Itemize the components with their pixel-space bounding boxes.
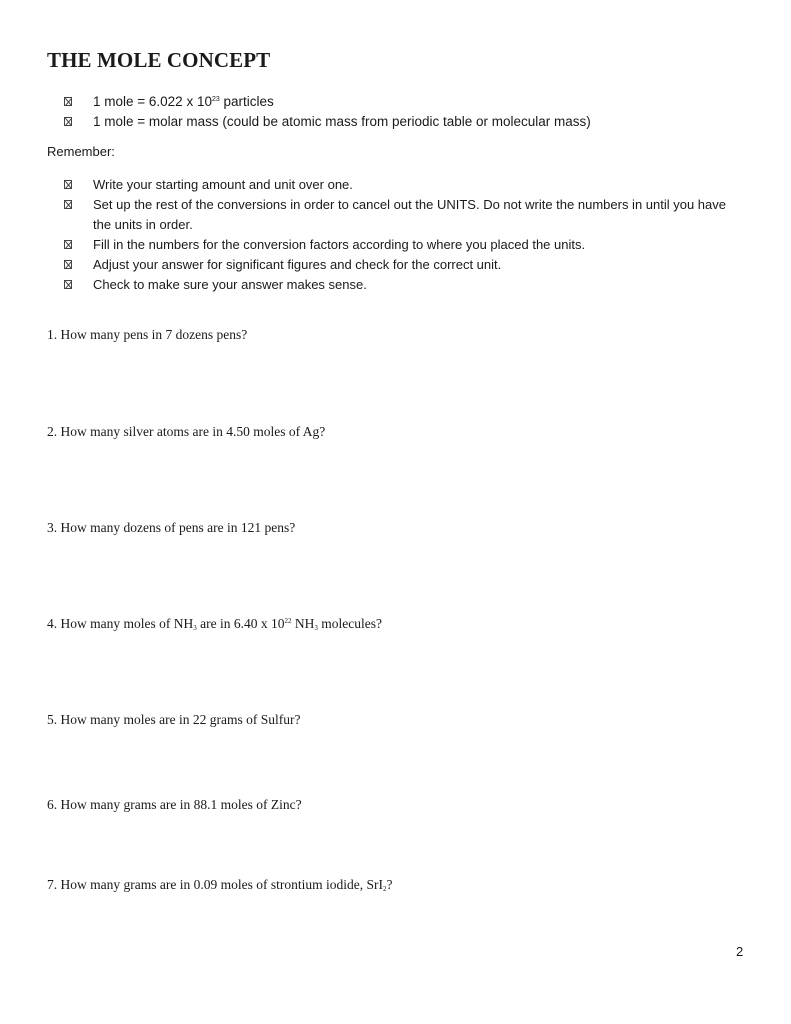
list-item — [64, 255, 744, 275]
step-text: Fill in the numbers for the conversion factors according to where you placed the units. — [93, 237, 586, 252]
question-5: 5. How many moles are in 22 grams of Sulfur? — [47, 712, 301, 727]
checkbox-x-icon — [64, 260, 72, 269]
list-item — [64, 195, 744, 235]
page-title: THE MOLE CONCEPT — [47, 48, 271, 72]
step-text: Set up the rest of the conversions in order to cancel out the UNITS. Do not write the numbers in until you have the units in order. — [93, 197, 727, 232]
question-4-text-a: 4. How many moles of NH — [47, 616, 194, 631]
question-2: 2. How many silver atoms are in 4.50 moles of Ag? — [47, 424, 326, 439]
steps-list — [64, 175, 744, 295]
checkbox-x-icon — [64, 180, 72, 189]
checkbox-x-icon — [64, 240, 72, 249]
checkbox-x-icon — [64, 280, 72, 289]
question-4-exponent: 22 — [284, 617, 292, 625]
step-text: Check to make sure your answer makes sense. — [93, 277, 367, 292]
mole-facts-list — [64, 92, 591, 132]
fact-exponent: 23 — [211, 96, 220, 103]
page-number: 2 — [736, 944, 744, 959]
question-4-text-b: are in 6.40 x 10 — [196, 616, 285, 631]
fact-text-a: 1 mole = 6.022 x 10 — [93, 94, 212, 109]
question-7-text-a: 7. How many grams are in 0.09 moles of strontium iodide, SrI — [47, 877, 383, 892]
checkbox-x-icon — [64, 117, 72, 126]
list-item — [64, 275, 744, 295]
checkbox-x-icon — [64, 200, 72, 209]
question-4-subscript: 3 — [193, 624, 197, 632]
question-3: 3. How many dozens of pens are in 121 pens? — [47, 520, 296, 535]
list-item — [64, 112, 591, 132]
fact-text: 1 mole = molar mass (could be atomic mass from periodic table or molecular mass) — [93, 114, 591, 129]
question-4-subscript: 3 — [314, 624, 318, 632]
question-7-text-b: ? — [386, 877, 393, 892]
fact-text-b: particles — [219, 94, 274, 109]
checkbox-x-icon — [64, 97, 72, 106]
question-7-subscript: 2 — [382, 885, 387, 893]
question-1: 1. How many pens in 7 dozens pens? — [47, 327, 248, 342]
remember-label: Remember: — [47, 144, 115, 159]
list-item — [64, 92, 591, 112]
step-text: Write your starting amount and unit over one. — [93, 177, 353, 192]
question-4-text-c: NH — [291, 616, 315, 631]
question-7 — [47, 877, 392, 893]
step-text: Adjust your answer for significant figures and check for the correct unit. — [93, 257, 502, 272]
question-4 — [47, 616, 382, 632]
question-6: 6. How many grams are in 88.1 moles of Zinc? — [47, 797, 302, 812]
list-item — [64, 235, 744, 255]
question-4-text-d: molecules? — [317, 616, 382, 631]
list-item — [64, 175, 744, 195]
